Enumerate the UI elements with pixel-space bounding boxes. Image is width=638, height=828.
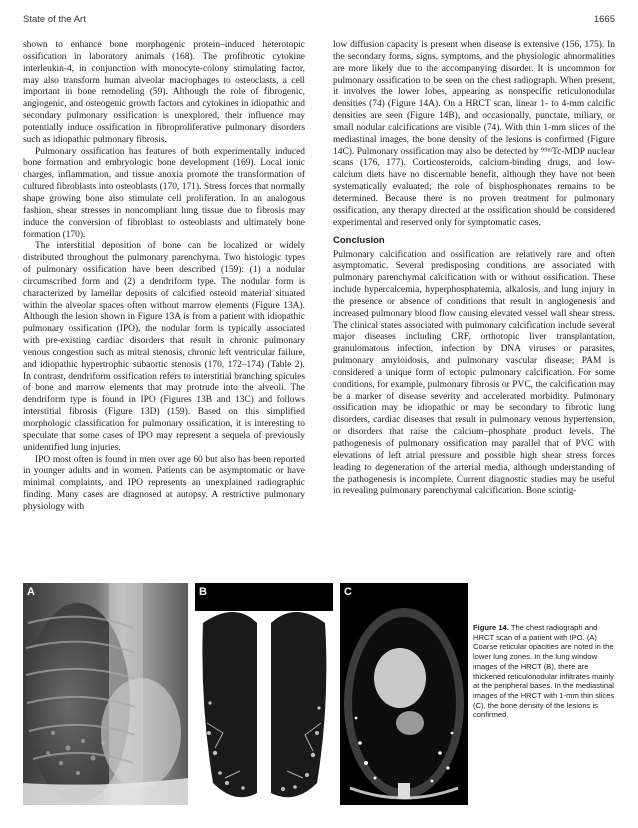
hrct-mediastinal-image bbox=[340, 583, 468, 805]
left-column bbox=[23, 40, 305, 568]
panel-label-a: A bbox=[27, 586, 35, 598]
running-header bbox=[23, 14, 615, 28]
left-paragraph-3: The interstitial deposition of bone can be localized or widely distributed throughout the pulmonary parenchyma. Two histologic types of pulmonary ossification have been described (159): (1) a nodular circumscribed form and (2) a dendriform type. The nodular form is characterized by lamellar deposits of calcified osteoid material situated within the alveolar spaces often without marrow elements (Figure 13A). Although the lesion shown in Figure 13A is from a patient with idiopathic pulmonary ossification (IPO), the nodular form is typically associated with pre-existing cardiac disorders that result in chronic pulmonary venous congestion such as mitral stenosis, chronic left ventricular failure, and idiopathic hypertrophic subaortic stenosis (170, 172–174) (Table 2). In contrast, dendriform ossification refers to interstitial branching spicules of bone and marrow elements that may protrude into the alveoli. The dendriform type is found in IPO (Figures 13B and 13C) and follows interstitial fibrosis (Figure 13D) (159). Based on this simplified morphologic classification for pulmonary ossification, it is interesting to speculate that some cases of IPO may represent a sequela of previously unidentified lung injuries. bbox=[23, 241, 305, 453]
section-heading-conclusion: Conclusion bbox=[333, 234, 385, 246]
chest-radiograph-image bbox=[23, 583, 188, 805]
left-paragraph-4: IPO most often is found in men over age 60 but also has been reported in younger adults and in women. Patients can be asymptomatic or have minimal complaints, and IPO represents an unexplained radiographic finding. Many cases are diagnosed at autopsy. A restrictive pulmonary physiology with bbox=[23, 454, 305, 512]
figure-caption-title: Figure 14. bbox=[473, 623, 509, 632]
body-text bbox=[23, 40, 615, 568]
hrct-lung-window-image bbox=[195, 583, 333, 805]
figure-panel-a-radiograph bbox=[23, 583, 188, 805]
right-paragraph-1: low diffusion capacity is present when disease is extensive (156, 175). In the secondary forms, signs, symptoms, and the physiologic abnormalities are more likely due to the accompanying disorder. It is uncommon for pulmonary ossification to be seen on the chest radiograph. When present, it involves the lower lobes, appearing as nonspecific reticulonodular densities (74) (Figure 14A). On a HRCT scan, linear 1- to 4-mm calcific densities are seen (Figure 14B), and occasionally, punctate, miliary, or small nodular calcifications are visible (74). With thin 1-mm slices of the mediastinal images, the bone density of the lesions is confirmed (Figure 14C). Pulmonary ossification may also be detected by ⁹⁹ᵐTc-MDP nuclear scans (176, 177). Corticosteroids, calcium-binding drugs, and low-calcium diets have no discernable benefit, although they have not been systematically evaluated; the role of bisphosphonates remains to be determined. Because there is no proven treatment for pulmonary ossification, any therapy directed at the ossification should be considered experimental and reserved only for symptomatic cases. bbox=[333, 40, 615, 228]
page-number: 1665 bbox=[593, 14, 615, 25]
panel-label-b: B bbox=[199, 586, 207, 598]
right-column bbox=[333, 40, 615, 568]
left-paragraph-1: shown to enhance bone morphogenic protein–induced heterotopic ossification in laboratory animals (168). The profibrotic cytokine interleukin-4, in conjunction with monocyte-colony stimulating factor, may also transform human alveolar macrophages to osteoclasts, a cell important in bone remodeling (59). Although the role of fibrogenic, angiogenic, and osteogenic growth factors and cytokines in idiopathic and secondary pulmonary ossification is unexplored, their influence may potentially induce ossification in fibroproliferative pulmonary disorders such as idiopathic pulmonary fibrosis. bbox=[23, 40, 305, 145]
figure-14 bbox=[23, 583, 615, 805]
figure-panel-b-hrct-lung-window bbox=[195, 583, 333, 805]
right-paragraph-2: Pulmonary calcification and ossification are relatively rare and often asymptomatic. Several predisposing conditions are associated with pulmonary parenchymal calcification with or without ossification. These include hypercalcemia, hyperphosphatemia, alkalosis, and lung injury in the presence or absence of conditions that result in angiogenesis and increased pulmonary blood flow causing elevated vessel wall shear stress. The clinical states associated with pulmonary calcification include several major diseases including CRF, orthotopic liver transplantation, granulomatous infection, infection by DNA viruses or parasites, pulmonary amyloidosis, and pulmonary vascular disease; PAM is considered a unique form of ectopic pulmonary calcification. For some conditions, for example, pulmonary fibrosis or PVC, the calcification may be a marker of disease severity and accelerated morbidity. Pulmonary ossification may be idiopathic or may be secondary to fibrotic lung disorders, cardiac diseases that result in pulmonary venous hypertension, or disorders that raise the calcium–phosphate product levels. The pathogenesis of pulmonary ossification may parallel that of PVC with elevations of left atrial pressure and possible high shear stress forces leading to degeneration of the arterial media, although understanding of the pathogenesis is incomplete. Current diagnostic studies may be useful in revealing pulmonary parenchymal calcification. Bone scintig- bbox=[333, 249, 615, 497]
figure-caption bbox=[473, 623, 615, 720]
figure-panel-c-hrct-mediastinal bbox=[340, 583, 468, 805]
left-paragraph-2: Pulmonary ossification has features of both experimentally induced bone formation and embryologic bone development (169). Local ionic charges, inflammation, and tissue anoxia promote the transformation of cultured fibroblasts into osteoblasts (170, 171). Stress forces that normally shape growing bone also stimulate cell proliferation. In an analogous fashion, shear stresses in noncompliant lung tissue due to fibrosis may induce the conversion of fibroblast to osteoblasts and ultimately bone formation (170). bbox=[23, 146, 305, 240]
running-header-section: State of the Art bbox=[23, 14, 86, 25]
figure-caption-text: The chest radiograph and HRCT scan of a patient with IPO. (A) Coarse reticular opacities are noted in the lower lung zones. In the lung window images of the HRCT (B), there are thickened reticulonodular infiltrates mainly at the peripheral bases. In the mediastinal images of the HRCT with 1-mm thin slices (C), the bone density of the lesions is confirmed. bbox=[473, 623, 615, 720]
panel-label-c: C bbox=[344, 586, 352, 598]
